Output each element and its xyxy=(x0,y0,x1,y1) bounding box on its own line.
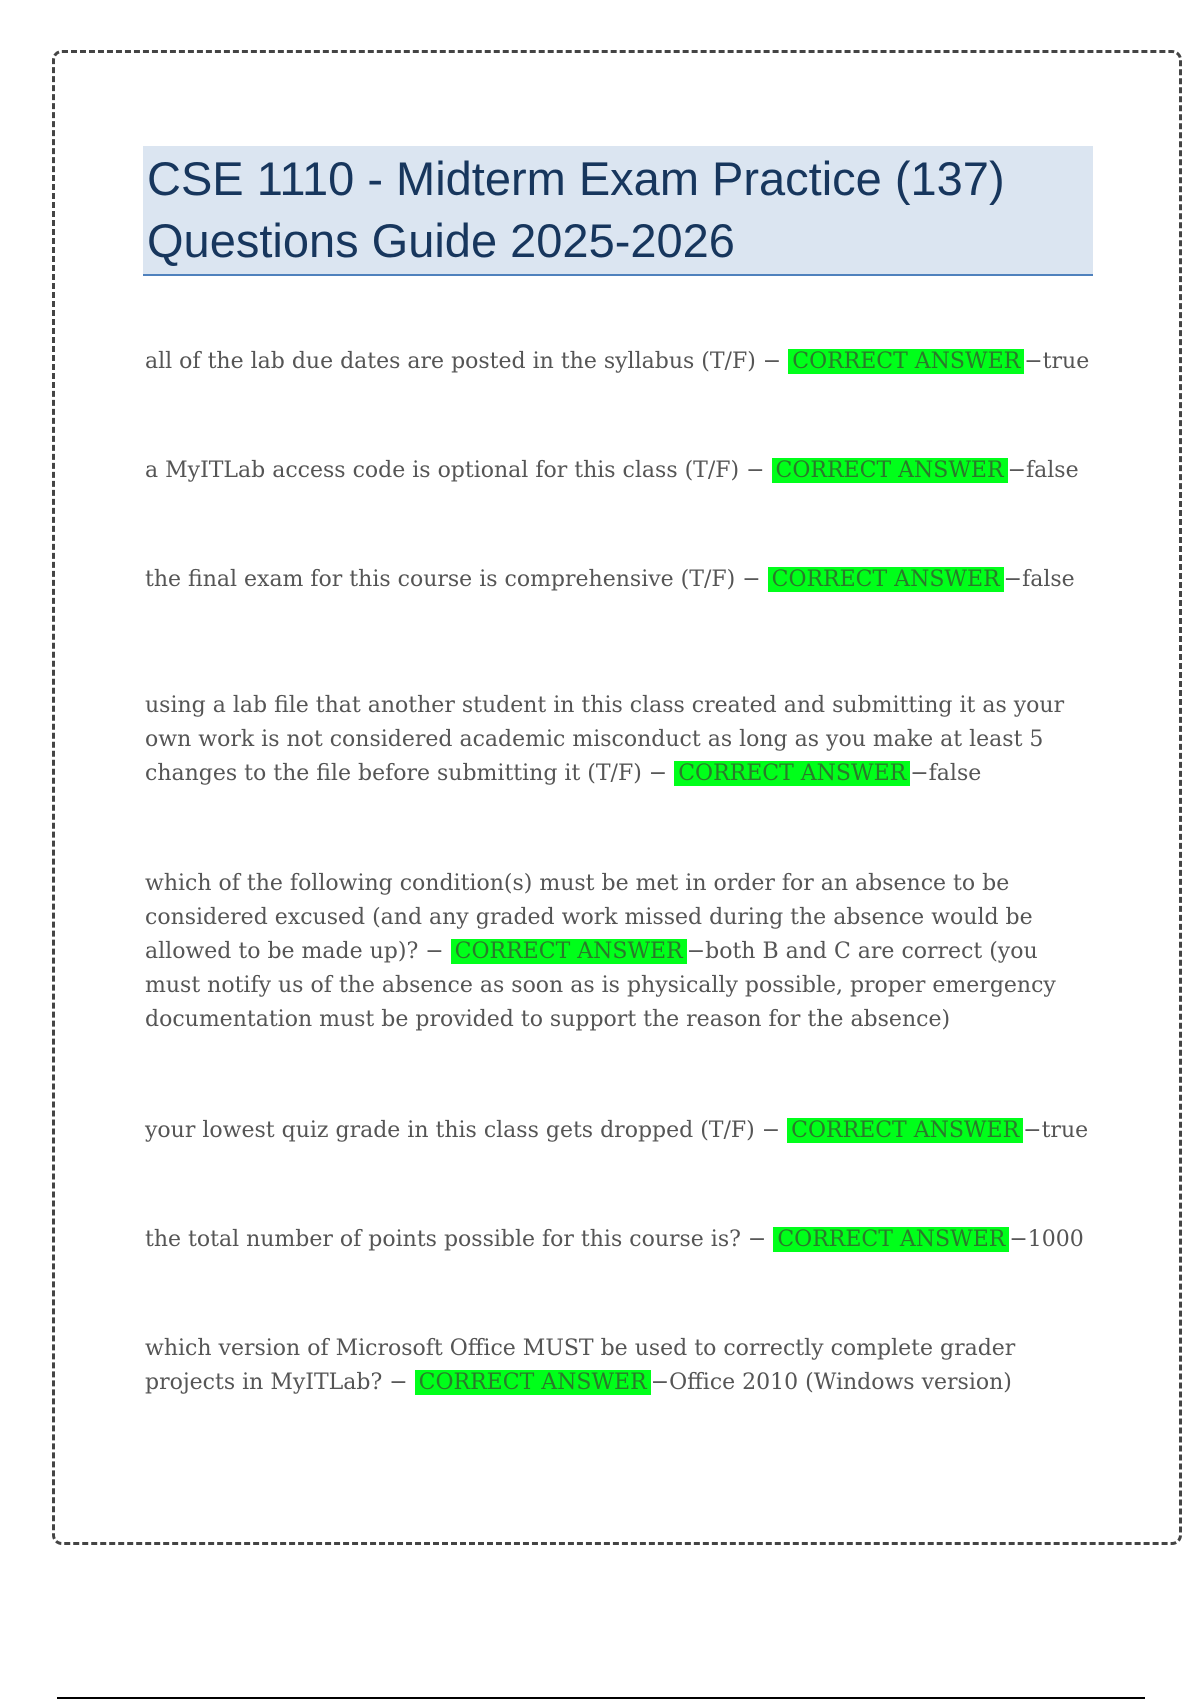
question-item xyxy=(145,689,1095,791)
question-text: the final exam for this course is comprehensive (T/F) − xyxy=(145,567,768,592)
question-text: your lowest quiz grade in this class gets dropped (T/F) − xyxy=(145,1118,788,1143)
correct-answer-label: CORRECT ANSWER xyxy=(674,761,910,786)
question-item xyxy=(145,454,1095,488)
answer-text: −both B and C are correct (you must notify us of the absence as soon as is physically possible, proper emergency documentation must be provided to support the reason for the absence) xyxy=(145,939,1056,1032)
question-item xyxy=(145,867,1095,1037)
question-item xyxy=(145,1332,1095,1400)
question-text: using a lab file that another student in this class created and submitting it as your own work is not considered academic misconduct as long as you make at least 5 changes to the file before submitting it (T/F) − xyxy=(145,693,1065,786)
question-text: which of the following condition(s) must be met in order for an absence to be considered excused (and any graded work missed during the absence would be allowed to be made up)? − xyxy=(145,871,1033,964)
document-title: CSE 1110 - Midterm Exam Practice (137) Questions Guide 2025-2026 xyxy=(147,152,1005,267)
correct-answer-label: CORRECT ANSWER xyxy=(768,567,1004,592)
correct-answer-label: CORRECT ANSWER xyxy=(788,349,1024,374)
question-item xyxy=(145,1223,1095,1257)
answer-text: −true xyxy=(1023,1118,1089,1143)
question-text: which version of Microsoft Office MUST be used to correctly complete grader projects in MyITLab? − xyxy=(145,1336,1016,1395)
correct-answer-label: CORRECT ANSWER xyxy=(772,458,1008,483)
answer-text: −1000 xyxy=(1009,1227,1084,1252)
question-item xyxy=(145,563,1095,597)
footer-rule xyxy=(57,1697,1145,1699)
question-text: the total number of points possible for this course is? − xyxy=(145,1227,774,1252)
answer-text: −false xyxy=(910,761,982,786)
question-item xyxy=(145,1114,1095,1148)
correct-answer-label: CORRECT ANSWER xyxy=(415,1370,651,1395)
question-text: all of the lab due dates are posted in the syllabus (T/F) − xyxy=(145,349,789,374)
title-banner xyxy=(143,146,1093,276)
answer-text: −Office 2010 (Windows version) xyxy=(650,1370,1012,1395)
answer-text: −false xyxy=(1003,567,1075,592)
answer-text: −false xyxy=(1007,458,1079,483)
correct-answer-label: CORRECT ANSWER xyxy=(773,1227,1009,1252)
correct-answer-label: CORRECT ANSWER xyxy=(451,939,687,964)
question-text: a MyITLab access code is optional for this class (T/F) − xyxy=(145,458,772,483)
answer-text: −true xyxy=(1024,349,1090,374)
question-item xyxy=(145,345,1095,379)
correct-answer-label: CORRECT ANSWER xyxy=(787,1118,1023,1143)
